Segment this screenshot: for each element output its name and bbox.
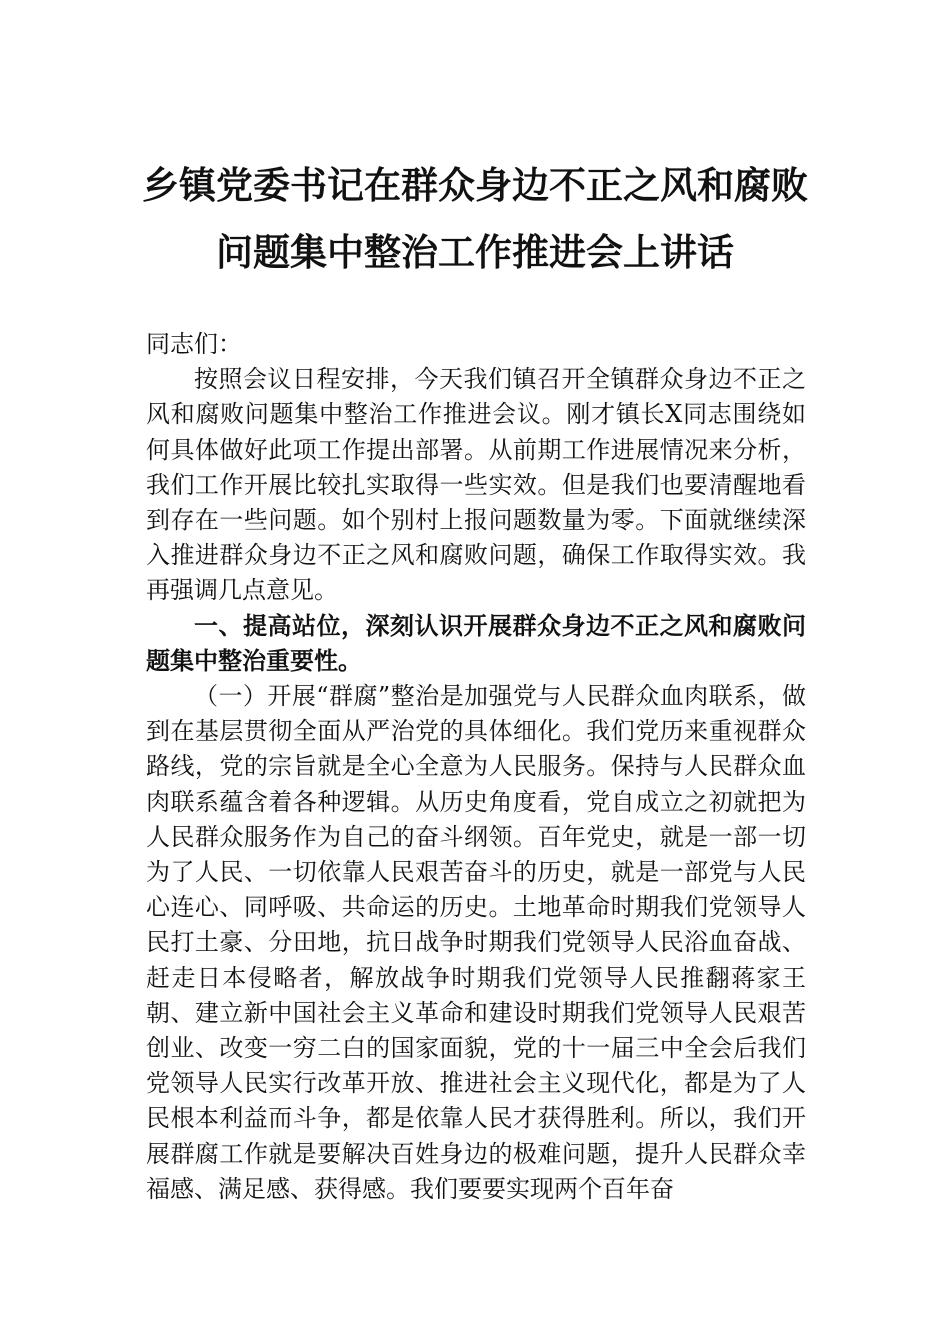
document-title-line-2: 问题集中整治工作推进会上讲话 xyxy=(216,230,734,274)
document-title-line-1: 乡镇党委书记在群众身边不正之风和腐败 xyxy=(142,163,808,207)
intro-paragraph: 按照会议日程安排，今天我们镇召开全镇群众身边不正之风和腐败问题集中整治工作推进会议。刚才镇长X同志围绕如何具体做好此项工作提出部署。从前期工作进展情况来分析，我们工作开展比较扎实取得一些实效。但是我们也要清醒地看到存在一些问题。如个别村上报问题数量为零。下面就继续深入推进群众身边不正之风和腐败问题，确保工作取得实效。我再强调几点意见。 xyxy=(146,365,806,605)
section-1-heading: 一、提高站位，深刻认识开展群众身边不正之风和腐败问题集中整治重要性。 xyxy=(146,611,806,675)
document-body xyxy=(146,327,806,1207)
subsection-1-paragraph: （一）开展“群腐”整治是加强党与人民群众血肉联系，做到在基层贯彻全面从严治党的具体细化。我们党历来重视群众路线，党的宗旨就是全心全意为人民服务。保持与人民群众血肉联系蕴含着各种逻辑。从历史角度看，党自成立之初就把为人民群众服务作为自己的奋斗纲领。百年党史，就是一部一切为了人民、一切依靠人民艰苦奋斗的历史，就是一部党与人民心连心、同呼吸、共命运的历史。土地革命时期我们党领导人民打土豪、分田地，抗日战争时期我们党领导人民浴血奋战、赶走日本侵略者，解放战争时期我们党领导人民推翻蒋家王朝、建立新中国社会主义革命和建设时期我们党领导人民艰苦创业、改变一穷二白的国家面貌，党的十一届三中全会后我们党领导人民实行改革开放、推进社会主义现代化，都是为了人民根本利益而斗争，都是依靠人民才获得胜利。所以，我们开展群腐工作就是要解决百姓身边的极难问题，提升人民群众幸福感、满足感、获得感。我们要要实现两个百年奋 xyxy=(146,682,806,1203)
salutation: 同志们： xyxy=(146,330,242,358)
